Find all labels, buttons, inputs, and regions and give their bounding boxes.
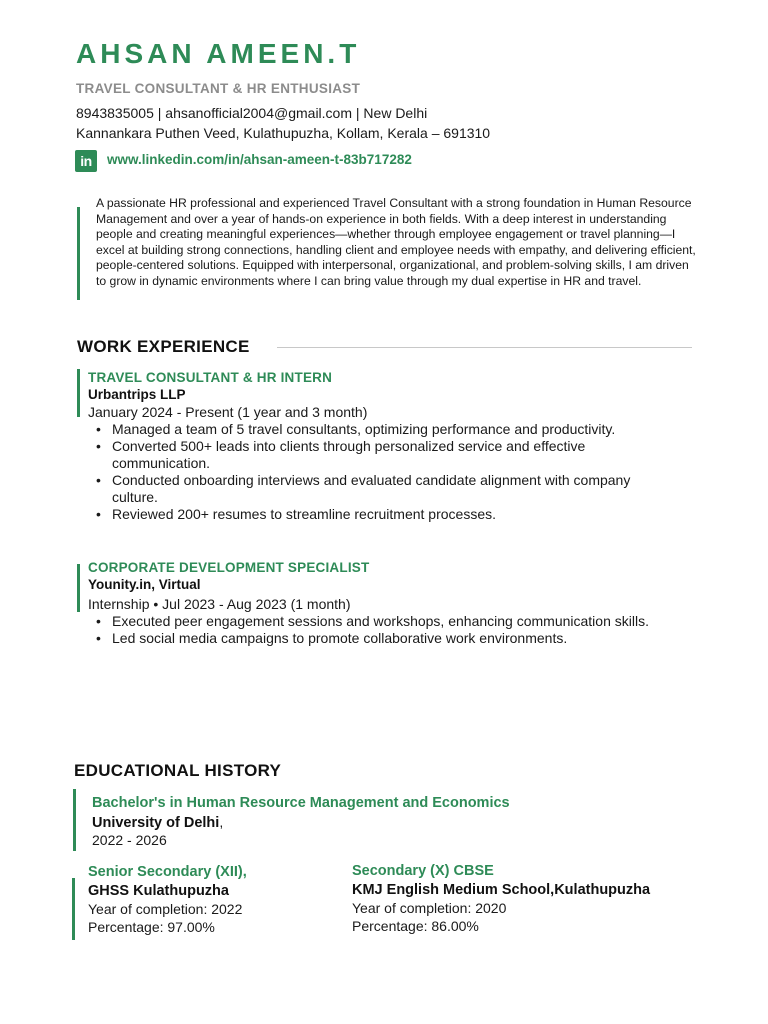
summary-accent-bar	[77, 207, 80, 300]
bullet-dot: •	[96, 506, 101, 522]
job-dates: January 2024 - Present (1 year and 3 month)	[88, 404, 368, 420]
education-accent-bar	[72, 878, 75, 940]
secondary-title: Secondary (X) CBSE	[352, 863, 494, 879]
senior-secondary-school: GHSS Kulathupuzha	[88, 883, 229, 899]
list-item: • Reviewed 200+ resumes to streamline recruitment processes.	[96, 506, 497, 522]
degree-school-suffix: ,	[219, 814, 224, 830]
list-item: • Converted 500+ leads into clients through personalized service and effective communication.	[96, 438, 586, 471]
linkedin-icon[interactable]: in	[75, 150, 97, 172]
list-item: • Managed a team of 5 travel consultants, optimizing performance and productivity.	[96, 421, 616, 437]
degree-years: 2022 - 2026	[92, 832, 167, 848]
section-divider	[277, 347, 692, 348]
contact-line-1: 8943835005 | ahsanofficial2004@gmail.com | New Delhi	[76, 105, 428, 121]
education-heading: EDUCATIONAL HISTORY	[74, 761, 282, 780]
list-item: • Conducted onboarding interviews and evaluated candidate alignment with company culture.	[96, 472, 631, 505]
secondary-percentage: Percentage: 86.00%	[352, 918, 479, 934]
bullet-dot: •	[96, 421, 101, 437]
company-name: Urbantrips LLP	[88, 387, 186, 402]
senior-secondary-title: Senior Secondary (XII),	[88, 864, 247, 880]
bullet-dot: •	[96, 630, 101, 646]
company-name: Younity.in, Virtual	[88, 577, 201, 592]
work-experience-heading: WORK EXPERIENCE	[77, 337, 250, 356]
linkedin-link[interactable]: www.linkedin.com/in/ahsan-ameen-t-83b717282	[107, 152, 412, 167]
senior-secondary-percentage: Percentage: 97.00%	[88, 919, 215, 935]
job-bullets	[88, 613, 678, 647]
job-accent-bar	[77, 564, 80, 612]
candidate-subtitle: TRAVEL CONSULTANT & HR ENTHUSIAST	[76, 81, 361, 96]
degree-title: Bachelor's in Human Resource Management and Economics	[92, 795, 510, 811]
list-item: • Executed peer engagement sessions and workshops, enhancing communication skills.	[96, 613, 649, 629]
senior-secondary-year: Year of completion: 2022	[88, 901, 243, 917]
degree-school-line	[92, 814, 223, 832]
job-title: TRAVEL CONSULTANT & HR INTERN	[88, 370, 333, 385]
job-title: CORPORATE DEVELOPMENT SPECIALIST	[88, 560, 370, 575]
education-accent-bar	[73, 789, 76, 851]
address-line: Kannankara Puthen Veed, Kulathupuzha, Kollam, Kerala – 691310	[76, 125, 491, 141]
professional-summary: A passionate HR professional and experienced Travel Consultant with a strong foundation in Human Resource Management and over a year of hands-on experience in both fields. With a deep interest in understanding people and creating meaningful experiences—whether through employee engagement or travel planning—I excel at building strong connections, handling client and employee needs with empathy, and delivering efficient, people-centered solutions. Equipped with interpersonal, organizational, and problem-solving skills, I am driven to grow in dynamic environments where I can bring value through my dual expertise in HR and travel.	[96, 196, 696, 288]
job-dates: Internship • Jul 2023 - Aug 2023 (1 month)	[88, 596, 351, 612]
bullet-dot: •	[96, 613, 101, 629]
secondary-year: Year of completion: 2020	[352, 900, 507, 916]
job-bullets	[88, 421, 678, 523]
candidate-name: AHSAN AMEEN.T	[76, 38, 361, 69]
job-accent-bar	[77, 369, 80, 417]
bullet-dot: •	[96, 472, 101, 488]
list-item: • Led social media campaigns to promote collaborative work environments.	[96, 630, 568, 646]
bullet-dot: •	[96, 438, 101, 454]
secondary-school: KMJ English Medium School,Kulathupuzha	[352, 882, 651, 898]
degree-school: University of Delhi	[92, 815, 220, 831]
